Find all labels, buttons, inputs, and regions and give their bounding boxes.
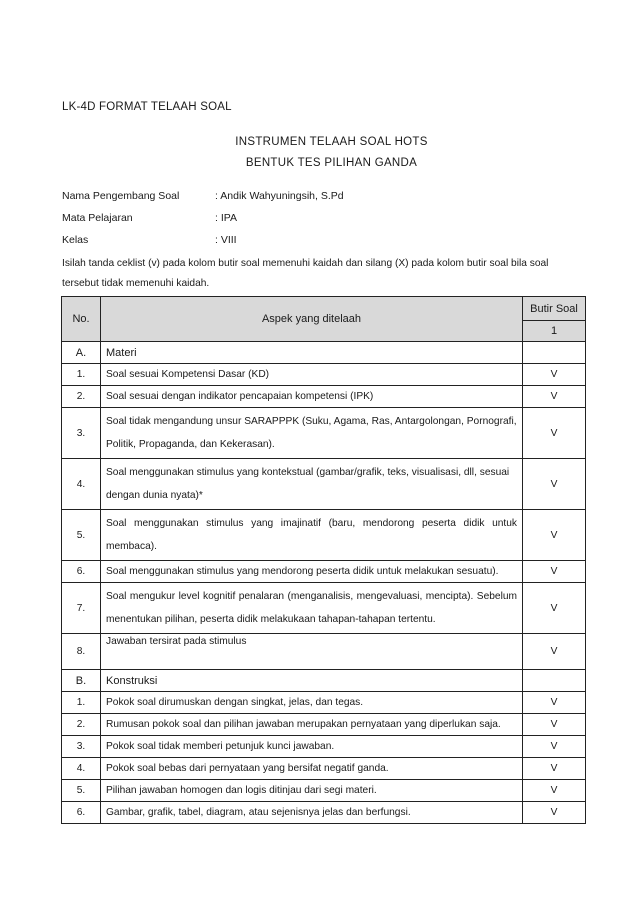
table-row [62, 408, 586, 459]
section-code: B. [62, 670, 101, 692]
row-text: Soal menggunakan stimulus yang imajinatif (baru, mendorong peserta didik untuk membaca). [101, 510, 523, 561]
check-mark[interactable]: V [523, 802, 586, 824]
row-number: 5. [62, 780, 101, 802]
table-row [62, 583, 586, 634]
test-type-title: BENTUK TES PILIHAN GANDA [245, 157, 418, 169]
instrument-title: INSTRUMEN TELAAH SOAL HOTS [235, 136, 428, 148]
info-row-developer [62, 190, 344, 202]
section-row [62, 342, 586, 364]
row-number: 8. [62, 634, 101, 670]
row-number: 6. [62, 802, 101, 824]
row-text: Soal menggunakan stimulus yang mendorong peserta didik untuk melakukan sesuatu). [101, 561, 523, 583]
check-mark[interactable]: V [523, 408, 586, 459]
info-label: Mata Pelajaran [62, 212, 133, 224]
section-code: A. [62, 342, 101, 364]
row-number: 6. [62, 561, 101, 583]
row-number: 7. [62, 583, 101, 634]
info-row-subject [62, 212, 237, 224]
check-mark[interactable]: V [523, 634, 586, 670]
table-row [62, 634, 586, 670]
row-text: Pokok soal tidak memberi petunjuk kunci jawaban. [101, 736, 523, 758]
row-number: 3. [62, 736, 101, 758]
section-row [62, 670, 586, 692]
table-row [62, 780, 586, 802]
row-text: Soal mengukur level kognitif penalaran (menganalisis, mengevaluasi, mencipta). Sebelum menentukan pilihan, peserta didik melakukaan tahapan-tahapan tertentu. [101, 583, 523, 634]
table-row [62, 561, 586, 583]
row-number: 1. [62, 364, 101, 386]
row-number: 1. [62, 692, 101, 714]
table-row [62, 364, 586, 386]
document-heading: LK-4D FORMAT TELAAH SOAL [62, 101, 232, 113]
table-row [62, 692, 586, 714]
info-row-class [62, 234, 237, 246]
col-header-butir: Butir Soal [523, 297, 586, 321]
row-text: Soal menggunakan stimulus yang kontekstual (gambar/grafik, teks, visualisasi, dll, sesuai dengan dunia nyata)* [101, 459, 523, 510]
table-row [62, 510, 586, 561]
check-mark[interactable]: V [523, 364, 586, 386]
info-value: : IPA [215, 212, 237, 224]
check-mark[interactable]: V [523, 714, 586, 736]
check-mark[interactable]: V [523, 692, 586, 714]
row-text: Pilihan jawaban homogen dan logis ditinjau dari segi materi. [101, 780, 523, 802]
table-row [62, 459, 586, 510]
row-number: 2. [62, 386, 101, 408]
row-number: 2. [62, 714, 101, 736]
check-mark[interactable]: V [523, 459, 586, 510]
info-label: Nama Pengembang Soal [62, 190, 180, 202]
row-text: Gambar, grafik, tabel, diagram, atau sejenisnya jelas dan berfungsi. [101, 802, 523, 824]
table-row [62, 714, 586, 736]
col-header-aspek: Aspek yang ditelaah [101, 297, 523, 342]
check-mark[interactable]: V [523, 510, 586, 561]
row-text: Soal sesuai dengan indikator pencapaian kompetensi (IPK) [101, 386, 523, 408]
check-mark[interactable]: V [523, 583, 586, 634]
instruction-text: Isilah tanda ceklist (v) pada kolom butir soal memenuhi kaidah dan silang (X) pada kolom butir soal bila soal tersebut tidak memenuhi kaidah. [62, 258, 549, 289]
info-value: : Andik Wahyuningsih, S.Pd [215, 190, 344, 202]
row-text: Soal sesuai Kompetensi Dasar (KD) [101, 364, 523, 386]
table-row [62, 736, 586, 758]
butir-number: 1 [523, 321, 586, 342]
check-mark[interactable]: V [523, 758, 586, 780]
table-row [62, 386, 586, 408]
row-number: 4. [62, 459, 101, 510]
row-number: 5. [62, 510, 101, 561]
check-mark[interactable]: V [523, 386, 586, 408]
row-number: 4. [62, 758, 101, 780]
row-number: 3. [62, 408, 101, 459]
review-table [61, 296, 586, 824]
row-text: Jawaban tersirat pada stimulus [101, 634, 523, 670]
section-title: Konstruksi [101, 670, 523, 692]
row-text: Pokok soal dirumuskan dengan singkat, jelas, dan tegas. [101, 692, 523, 714]
row-text: Soal tidak mengandung unsur SARAPPPK (Suku, Agama, Ras, Antargolongan, Pornografi, Politik, Propaganda, dan Kekerasan). [101, 408, 523, 459]
check-mark[interactable]: V [523, 736, 586, 758]
info-value: : VIII [215, 234, 237, 246]
check-mark[interactable]: V [523, 780, 586, 802]
row-text: Rumusan pokok soal dan pilihan jawaban merupakan pernyataan yang diperlukan saja. [101, 714, 523, 736]
info-label: Kelas [62, 234, 89, 246]
section-title: Materi [101, 342, 523, 364]
row-text: Pokok soal bebas dari pernyataan yang bersifat negatif ganda. [101, 758, 523, 780]
check-mark[interactable]: V [523, 561, 586, 583]
table-row [62, 802, 586, 824]
table-row [62, 758, 586, 780]
col-header-no: No. [62, 297, 101, 342]
